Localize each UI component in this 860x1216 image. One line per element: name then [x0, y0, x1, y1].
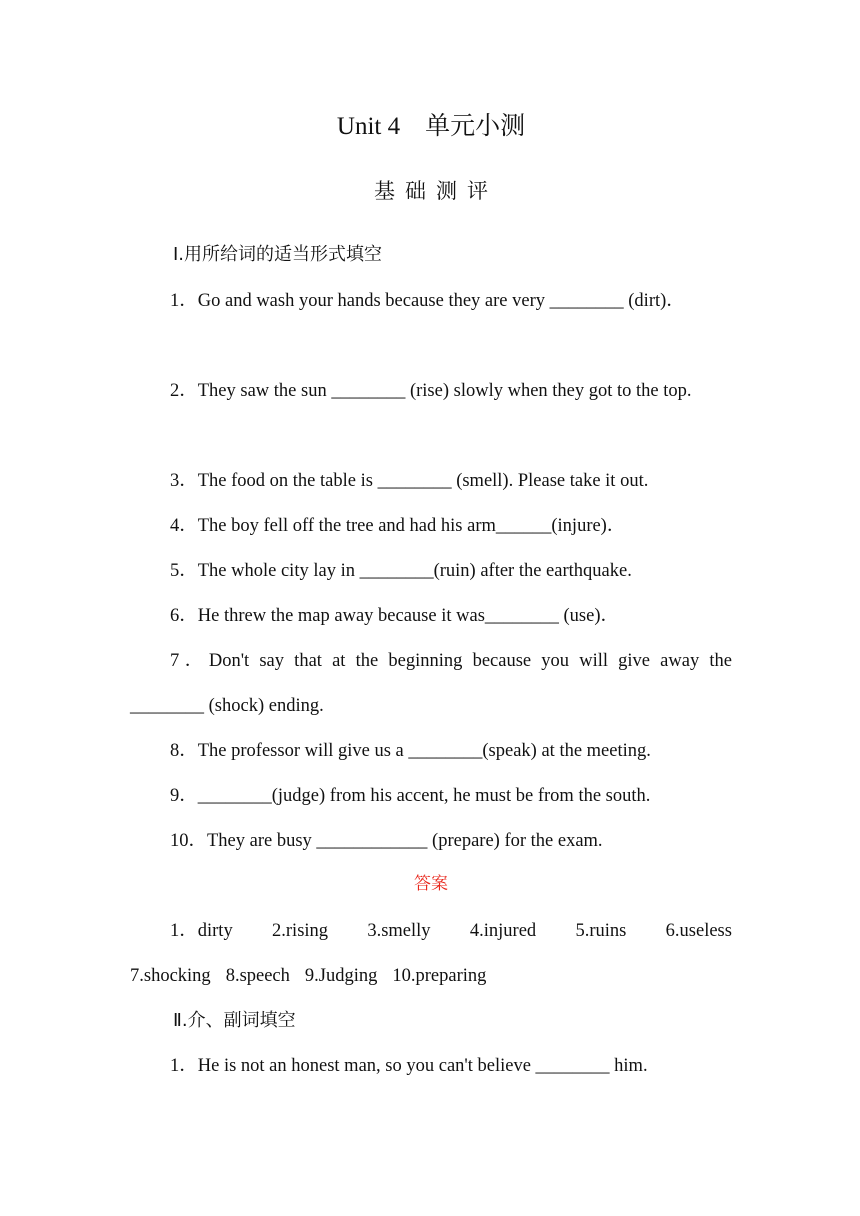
section-2-question-1: 1．He is not an honest man, so you can't believe ________ him.: [170, 1056, 648, 1076]
section-1-heading: Ⅰ.用所给词的适当形式填空: [173, 244, 383, 265]
answer-item: 9.Judging: [304, 966, 378, 986]
answer-item: 4.injured: [469, 921, 537, 941]
answer-item: 1．dirty: [170, 921, 233, 941]
question-10: 10．They are busy ____________ (prepare) for the exam.: [170, 831, 603, 851]
answers-row-2: [130, 954, 501, 999]
answer-item: 6.useless: [665, 921, 732, 941]
answer-item: 3.smelly: [367, 921, 431, 941]
question-7: 7．Don't say that at the beginning because you will give away the ________ (shock) ending.: [130, 651, 732, 716]
answers-row-1: [170, 909, 732, 954]
question-6: 6．He threw the map away because it was________ (use)．: [170, 606, 620, 626]
answer-item: 7.shocking: [130, 966, 211, 986]
question-1: 1．Go and wash your hands because they are very ________ (dirt)．: [170, 291, 685, 311]
question-5: 5．The whole city lay in ________(ruin) after the earthquake.: [170, 561, 632, 581]
section-2-heading: Ⅱ.介、副词填空: [173, 1010, 296, 1031]
question-3: 3．The food on the table is ________ (smell). Please take it out.: [170, 471, 649, 491]
question-4: 4．The boy fell off the tree and had his arm______(injure)．: [170, 516, 626, 536]
answer-item: 8.speech: [225, 966, 290, 986]
answer-item: 10.preparing: [392, 966, 487, 986]
question-2: 2．They saw the sun ________ (rise) slowly when they got to the top.: [170, 381, 692, 401]
answer-label: 答案: [414, 874, 448, 894]
answer-item: 5.ruins: [575, 921, 627, 941]
document-subtitle: 基础测评: [374, 179, 498, 203]
question-9: 9．________(judge) from his accent, he must be from the south.: [170, 786, 651, 806]
answer-item: 2.rising: [272, 921, 329, 941]
document-title: Unit 4 单元小测: [336, 113, 526, 140]
question-8: 8．The professor will give us a ________(speak) at the meeting.: [170, 741, 651, 761]
